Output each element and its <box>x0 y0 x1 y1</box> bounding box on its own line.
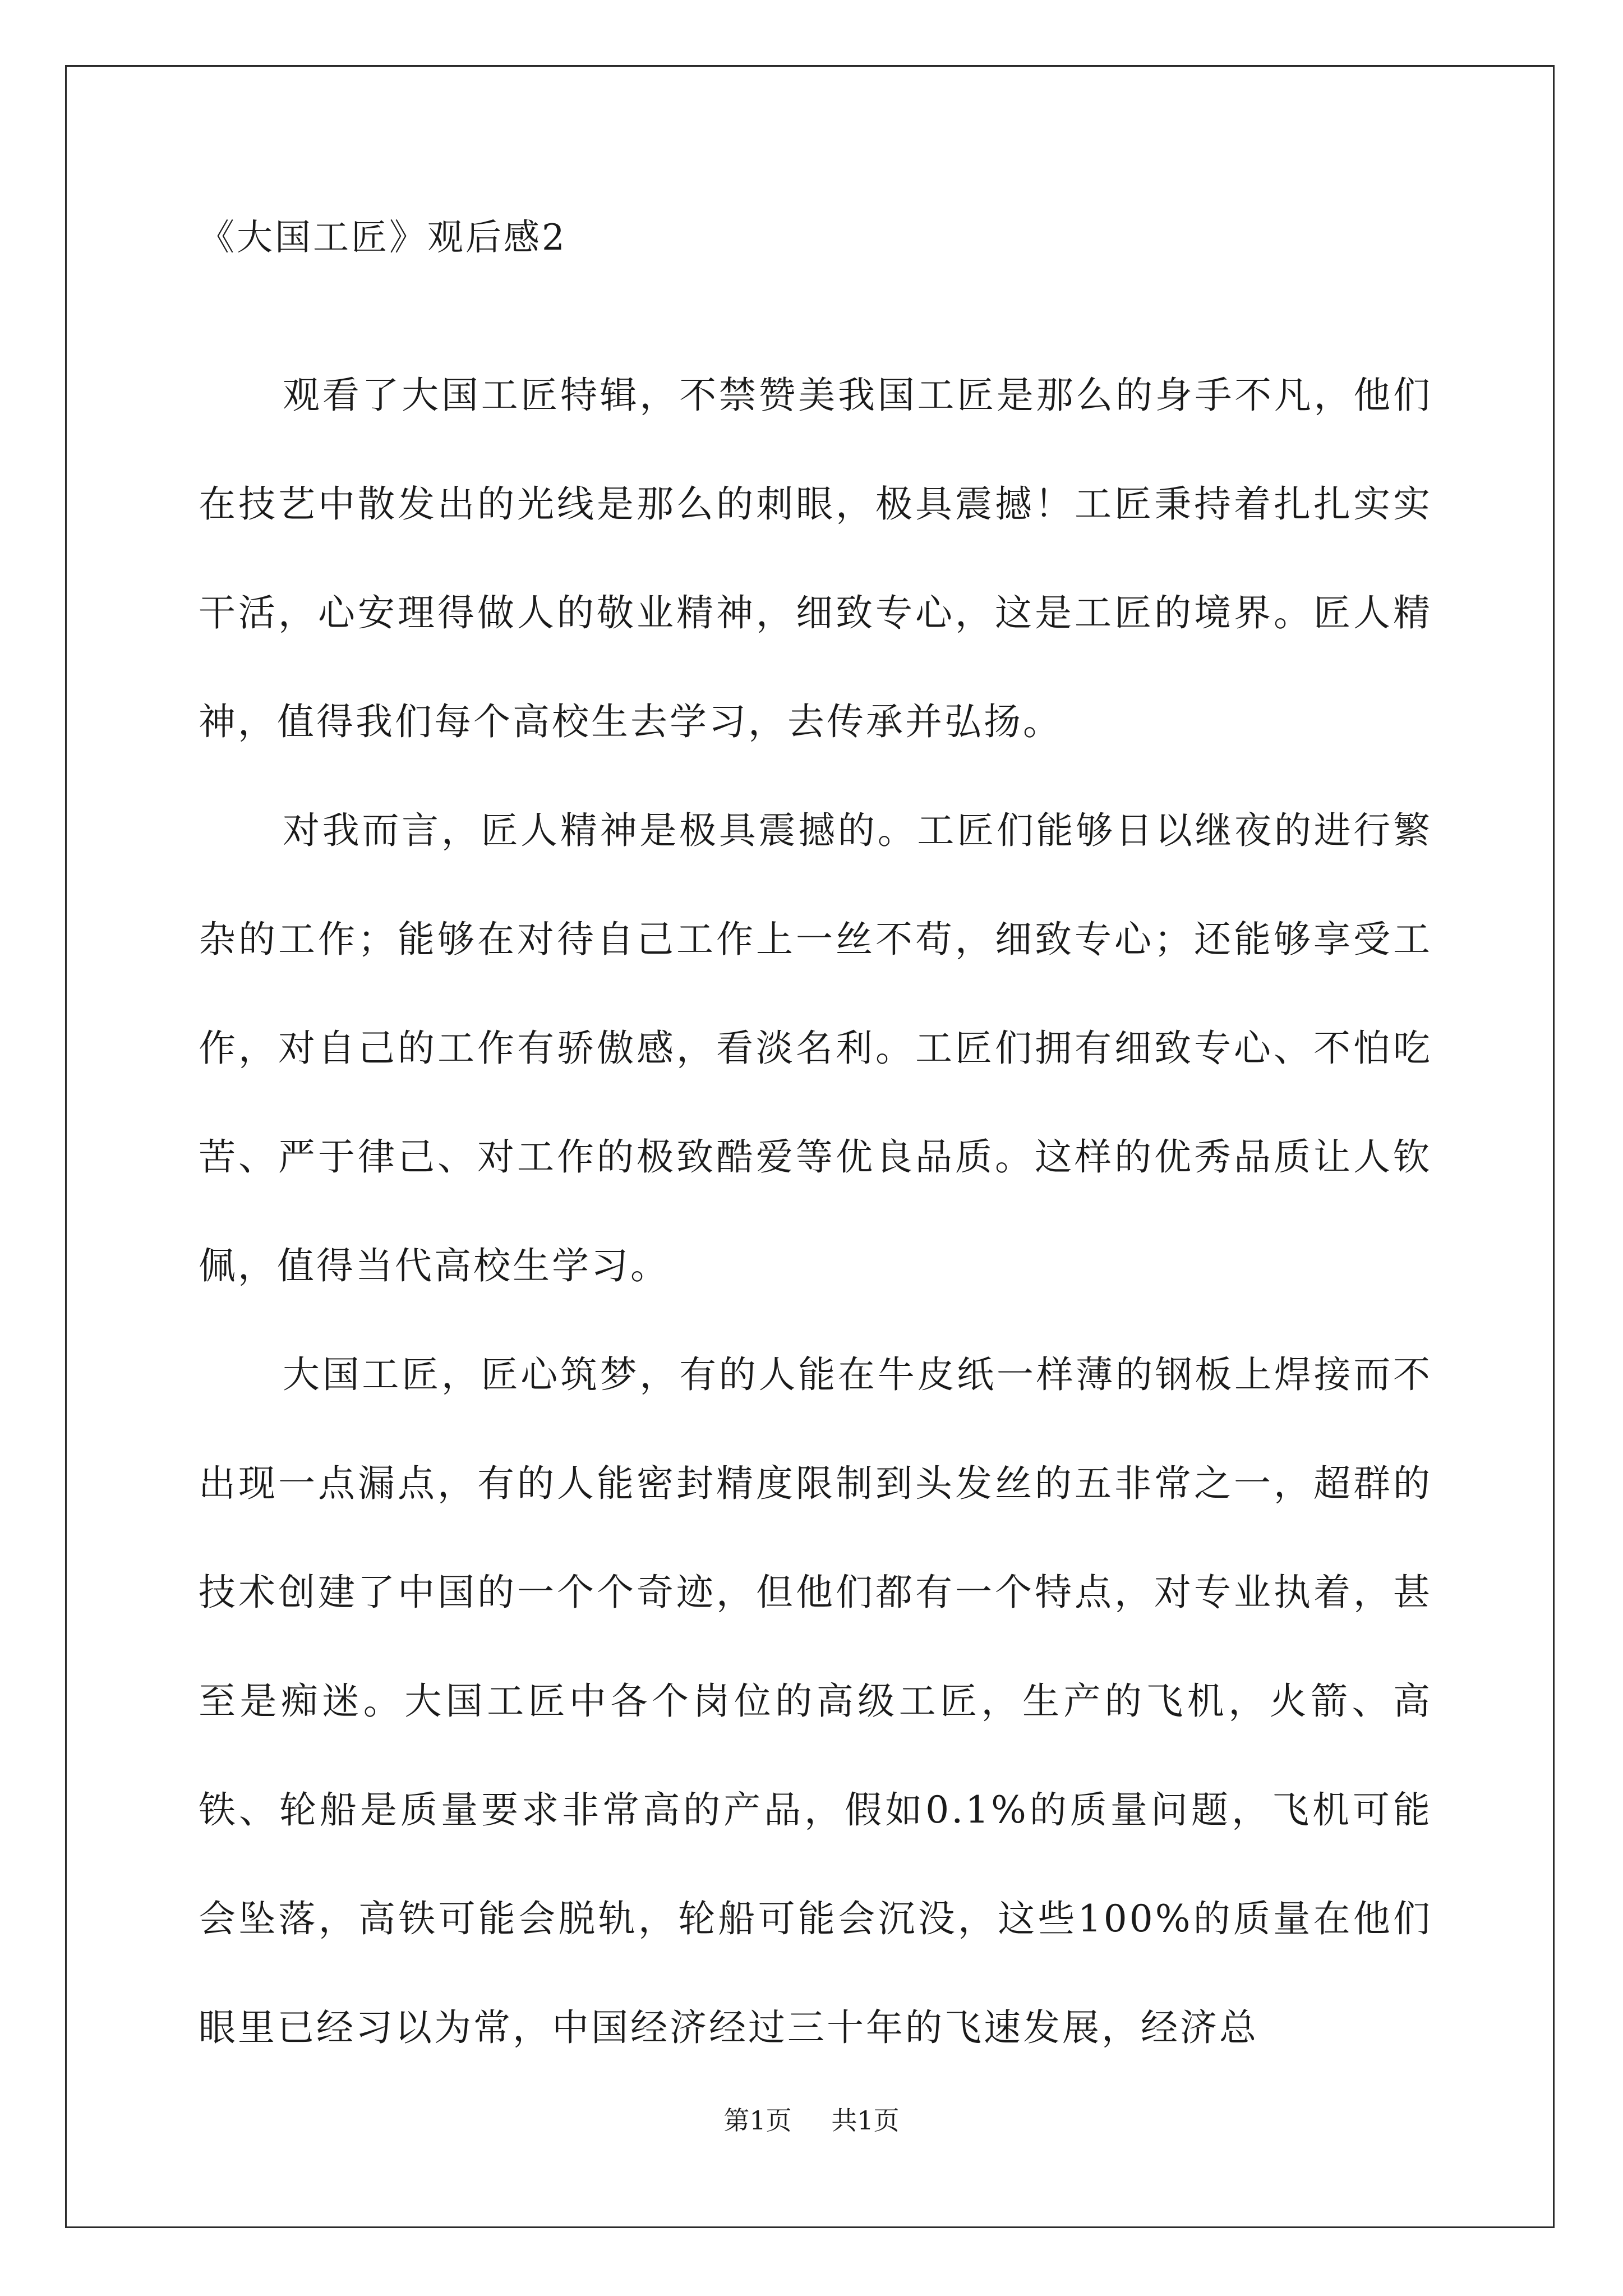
document-title: 《大国工匠》观后感2 <box>199 217 567 259</box>
document-body <box>199 341 1432 2082</box>
page-total: 共1页 <box>831 2105 900 2136</box>
paragraph-1: 观看了大国工匠特辑，不禁赞美我国工匠是那么的身手不凡，他们在技艺中散发出的光线是那么的刺眼，极具震撼！工匠秉持着扎扎实实干活，心安理得做人的敬业精神，细致专心，这是工匠的境界。匠人精神，值得我们每个高校生去学习，去传承并弘扬。 <box>199 374 1432 743</box>
page-number: 第1页 <box>723 2105 792 2136</box>
paragraph-3: 大国工匠，匠心筑梦，有的人能在牛皮纸一样薄的钢板上焊接而不出现一点漏点，有的人能密封精度限制到头发丝的五非常之一，超群的技术创建了中国的一个个奇迹，但他们都有一个特点，对专业执着，甚至是痴迷。大国工匠中各个岗位的高级工匠，生产的飞机，火箭、高铁、轮船是质量要求非常高的产品，假如0.1%的质量问题，飞机可能会坠落，高铁可能会脱轨，轮船可能会沉没，这些100%的质量在他们眼里已经习以为常，中国经济经过三十年的飞速发展，经济总 <box>199 1353 1432 2049</box>
page-footer <box>0 2105 1623 2136</box>
paragraph-2: 对我而言，匠人精神是极具震撼的。工匠们能够日以继夜的进行繁杂的工作；能够在对待自己工作上一丝不苟，细致专心；还能够享受工作，对自己的工作有骄傲感，看淡名利。工匠们拥有细致专心、不怕吃苦、严于律己、对工作的极致酷爱等优良品质。这样的优秀品质让人钦佩，值得当代高校生学习。 <box>199 809 1432 1287</box>
